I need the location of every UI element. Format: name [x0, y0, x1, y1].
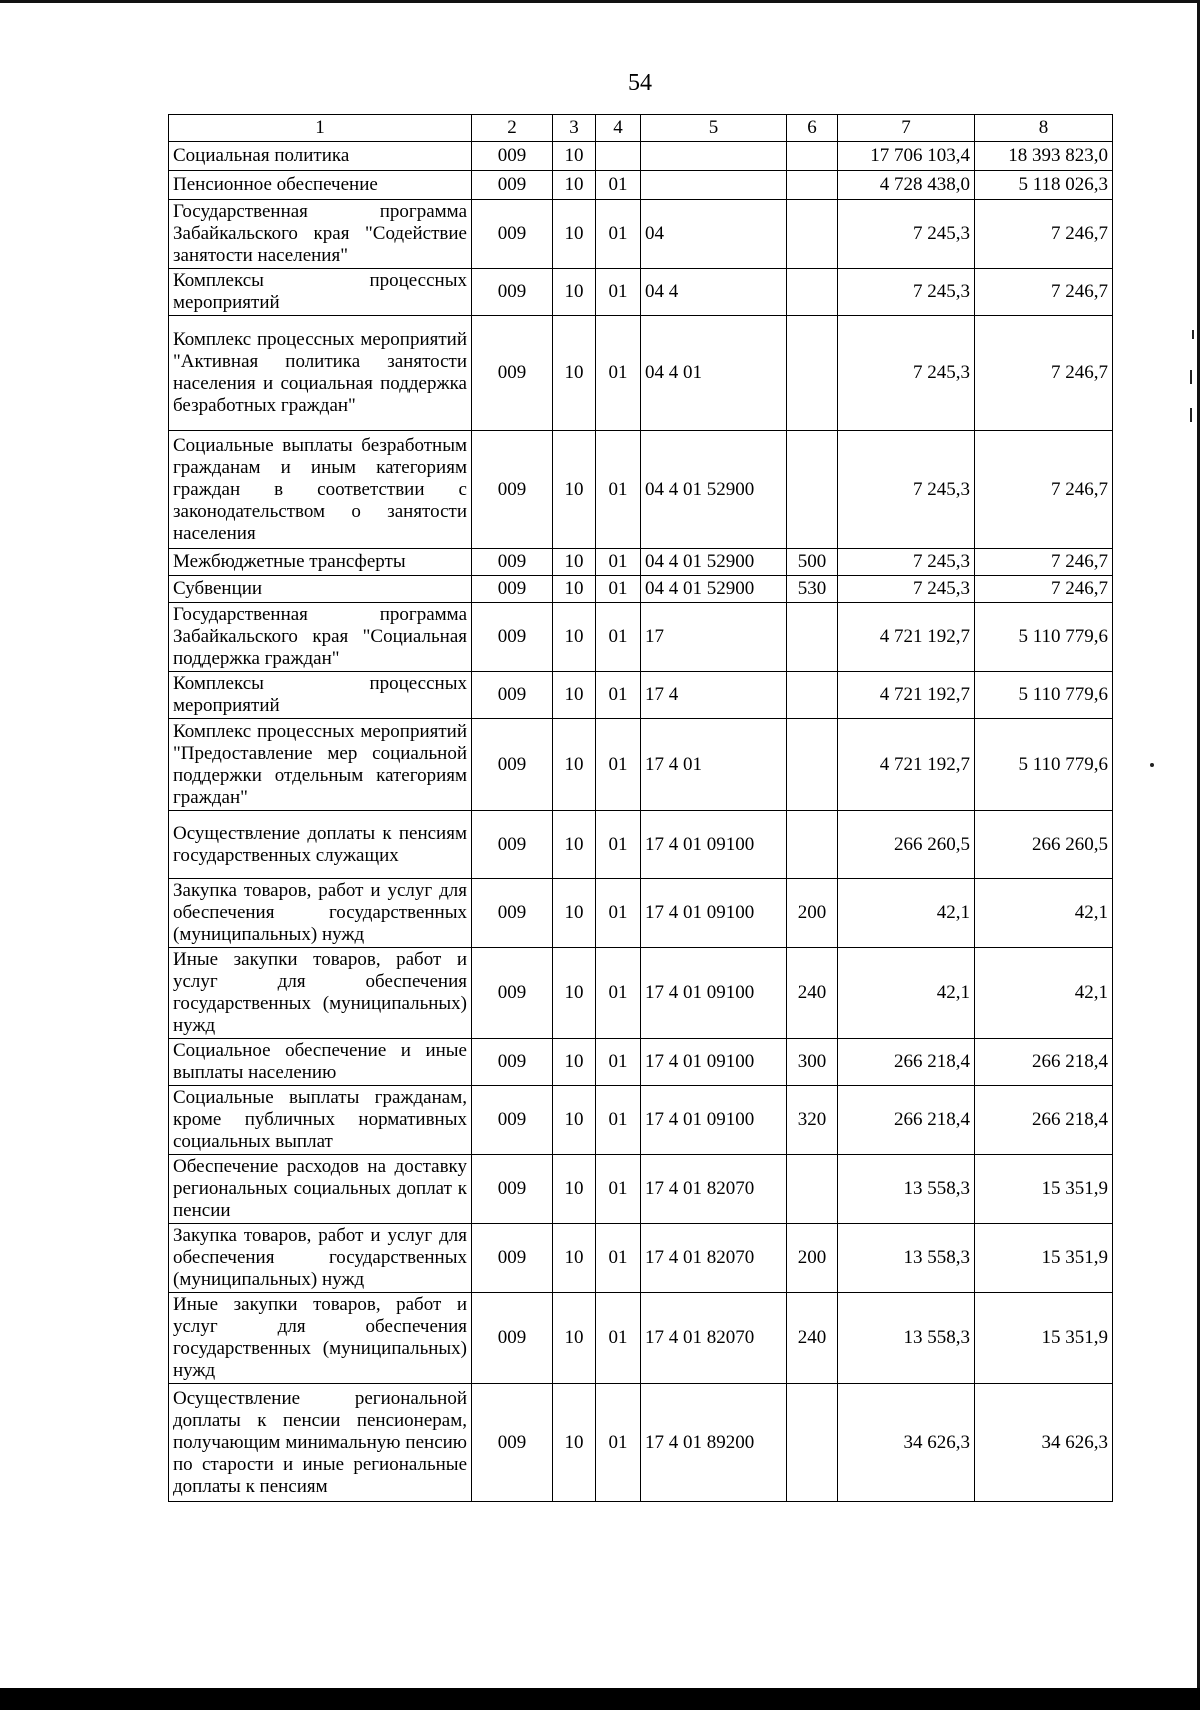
column-header: 3 — [553, 115, 596, 142]
table-row — [169, 200, 1113, 269]
expense-type-code: 300 — [787, 1039, 838, 1086]
table-row — [169, 1086, 1113, 1155]
subsection-code: 01 — [596, 431, 641, 549]
target-article-code: 17 4 01 82070 — [641, 1155, 787, 1224]
amount-year-1: 266 218,4 — [838, 1039, 975, 1086]
section-code: 10 — [553, 549, 596, 576]
row-name: Комплексы процессных мероприятий — [169, 672, 472, 719]
amount-year-2: 18 393 823,0 — [975, 142, 1113, 171]
amount-year-1: 4 721 192,7 — [838, 603, 975, 672]
target-article-code: 04 4 01 52900 — [641, 549, 787, 576]
section-code: 10 — [553, 431, 596, 549]
table-header-row — [169, 115, 1113, 142]
row-name: Субвенции — [169, 576, 472, 603]
table-row — [169, 1224, 1113, 1293]
amount-year-1: 7 245,3 — [838, 576, 975, 603]
subsection-code: 01 — [596, 1039, 641, 1086]
amount-year-2: 34 626,3 — [975, 1384, 1113, 1502]
table-row — [169, 269, 1113, 316]
section-code: 10 — [553, 1039, 596, 1086]
subsection-code: 01 — [596, 1155, 641, 1224]
expense-type-code: 240 — [787, 948, 838, 1039]
row-name: Социальные выплаты безработным гражданам и иным категориям граждан в соответствии с законодательством о занятости населения — [169, 431, 472, 549]
target-article-code: 17 4 01 09100 — [641, 1039, 787, 1086]
row-name: Осуществление региональной доплаты к пенсии пенсионерам, получающим минимальную пенсию по старости и иные региональные доплаты к пенсиям — [169, 1384, 472, 1502]
target-article-code: 04 4 — [641, 269, 787, 316]
ministry-code: 009 — [472, 269, 553, 316]
scan-speck — [1192, 330, 1194, 339]
subsection-code: 01 — [596, 171, 641, 200]
amount-year-2: 5 110 779,6 — [975, 719, 1113, 811]
ministry-code: 009 — [472, 171, 553, 200]
expense-type-code: 320 — [787, 1086, 838, 1155]
ministry-code: 009 — [472, 200, 553, 269]
table-row — [169, 948, 1113, 1039]
ministry-code: 009 — [472, 1224, 553, 1293]
expense-type-code — [787, 672, 838, 719]
subsection-code: 01 — [596, 1384, 641, 1502]
table-row — [169, 316, 1113, 431]
amount-year-2: 7 246,7 — [975, 316, 1113, 431]
expense-type-code — [787, 200, 838, 269]
row-name: Закупка товаров, работ и услуг для обеспечения государственных (муниципальных) нужд — [169, 879, 472, 948]
amount-year-2: 266 218,4 — [975, 1086, 1113, 1155]
subsection-code: 01 — [596, 719, 641, 811]
table-row — [169, 1155, 1113, 1224]
target-article-code: 04 — [641, 200, 787, 269]
amount-year-1: 42,1 — [838, 879, 975, 948]
subsection-code: 01 — [596, 879, 641, 948]
subsection-code: 01 — [596, 316, 641, 431]
amount-year-2: 266 218,4 — [975, 1039, 1113, 1086]
subsection-code: 01 — [596, 200, 641, 269]
table-row — [169, 431, 1113, 549]
table-row — [169, 811, 1113, 879]
ministry-code: 009 — [472, 1293, 553, 1384]
target-article-code: 17 4 01 09100 — [641, 811, 787, 879]
column-header: 1 — [169, 115, 472, 142]
amount-year-2: 266 260,5 — [975, 811, 1113, 879]
target-article-code: 17 4 01 09100 — [641, 1086, 787, 1155]
subsection-code: 01 — [596, 269, 641, 316]
ministry-code: 009 — [472, 719, 553, 811]
section-code: 10 — [553, 1293, 596, 1384]
section-code: 10 — [553, 171, 596, 200]
row-name: Комплекс процессных мероприятий "Активная политика занятости населения и социальная поддержка безработных граждан" — [169, 316, 472, 431]
ministry-code: 009 — [472, 576, 553, 603]
table-row — [169, 879, 1113, 948]
expense-type-code: 200 — [787, 1224, 838, 1293]
budget-table — [168, 114, 1113, 1502]
section-code: 10 — [553, 269, 596, 316]
amount-year-1: 7 245,3 — [838, 269, 975, 316]
target-article-code: 17 — [641, 603, 787, 672]
subsection-code: 01 — [596, 1086, 641, 1155]
amount-year-1: 7 245,3 — [838, 200, 975, 269]
subsection-code: 01 — [596, 549, 641, 576]
target-article-code: 04 4 01 — [641, 316, 787, 431]
subsection-code: 01 — [596, 672, 641, 719]
section-code: 10 — [553, 1155, 596, 1224]
target-article-code: 17 4 01 82070 — [641, 1224, 787, 1293]
section-code: 10 — [553, 948, 596, 1039]
ministry-code: 009 — [472, 948, 553, 1039]
column-header: 4 — [596, 115, 641, 142]
row-name: Закупка товаров, работ и услуг для обеспечения государственных (муниципальных) нужд — [169, 1224, 472, 1293]
section-code: 10 — [553, 603, 596, 672]
amount-year-1: 4 728 438,0 — [838, 171, 975, 200]
ministry-code: 009 — [472, 431, 553, 549]
amount-year-1: 4 721 192,7 — [838, 672, 975, 719]
ministry-code: 009 — [472, 879, 553, 948]
target-article-code: 04 4 01 52900 — [641, 431, 787, 549]
subsection-code: 01 — [596, 1293, 641, 1384]
scan-speck — [1150, 763, 1154, 767]
amount-year-2: 5 110 779,6 — [975, 603, 1113, 672]
scan-top-border — [0, 0, 1200, 3]
amount-year-1: 13 558,3 — [838, 1293, 975, 1384]
table-row — [169, 142, 1113, 171]
row-name: Иные закупки товаров, работ и услуг для обеспечения государственных (муниципальных) нужд — [169, 1293, 472, 1384]
amount-year-2: 7 246,7 — [975, 431, 1113, 549]
amount-year-1: 7 245,3 — [838, 549, 975, 576]
amount-year-1: 7 245,3 — [838, 316, 975, 431]
ministry-code: 009 — [472, 672, 553, 719]
expense-type-code: 530 — [787, 576, 838, 603]
section-code: 10 — [553, 719, 596, 811]
target-article-code: 17 4 — [641, 672, 787, 719]
amount-year-1: 266 260,5 — [838, 811, 975, 879]
amount-year-2: 15 351,9 — [975, 1155, 1113, 1224]
target-article-code: 17 4 01 09100 — [641, 879, 787, 948]
target-article-code: 17 4 01 82070 — [641, 1293, 787, 1384]
column-header: 5 — [641, 115, 787, 142]
expense-type-code — [787, 1384, 838, 1502]
amount-year-2: 15 351,9 — [975, 1293, 1113, 1384]
amount-year-2: 15 351,9 — [975, 1224, 1113, 1293]
ministry-code: 009 — [472, 811, 553, 879]
expense-type-code: 500 — [787, 549, 838, 576]
amount-year-2: 7 246,7 — [975, 549, 1113, 576]
subsection-code — [596, 142, 641, 171]
table-row — [169, 603, 1113, 672]
expense-type-code — [787, 603, 838, 672]
table-row — [169, 1384, 1113, 1502]
row-name: Государственная программа Забайкальского края "Социальная поддержка граждан" — [169, 603, 472, 672]
row-name: Государственная программа Забайкальского края "Содействие занятости населения" — [169, 200, 472, 269]
expense-type-code — [787, 269, 838, 316]
expense-type-code — [787, 811, 838, 879]
expense-type-code — [787, 171, 838, 200]
expense-type-code: 200 — [787, 879, 838, 948]
table-row — [169, 1293, 1113, 1384]
row-name: Социальная политика — [169, 142, 472, 171]
row-name: Комплексы процессных мероприятий — [169, 269, 472, 316]
target-article-code: 04 4 01 52900 — [641, 576, 787, 603]
section-code: 10 — [553, 576, 596, 603]
page-number: 54 — [628, 70, 652, 96]
expense-type-code — [787, 316, 838, 431]
ministry-code: 009 — [472, 1086, 553, 1155]
scan-speck — [1190, 370, 1192, 384]
expense-type-code — [787, 142, 838, 171]
section-code: 10 — [553, 200, 596, 269]
table-row — [169, 171, 1113, 200]
target-article-code: 17 4 01 — [641, 719, 787, 811]
section-code: 10 — [553, 1086, 596, 1155]
target-article-code: 17 4 01 09100 — [641, 948, 787, 1039]
expense-type-code: 240 — [787, 1293, 838, 1384]
row-name: Иные закупки товаров, работ и услуг для обеспечения государственных (муниципальных) нужд — [169, 948, 472, 1039]
amount-year-2: 5 110 779,6 — [975, 672, 1113, 719]
table-row — [169, 719, 1113, 811]
column-header: 6 — [787, 115, 838, 142]
row-name: Осуществление доплаты к пенсиям государственных служащих — [169, 811, 472, 879]
table-row — [169, 672, 1113, 719]
amount-year-1: 13 558,3 — [838, 1155, 975, 1224]
section-code: 10 — [553, 1384, 596, 1502]
column-header: 7 — [838, 115, 975, 142]
expense-type-code — [787, 431, 838, 549]
ministry-code: 009 — [472, 316, 553, 431]
column-header: 2 — [472, 115, 553, 142]
ministry-code: 009 — [472, 142, 553, 171]
row-name: Комплекс процессных мероприятий "Предоставление мер социальной поддержки отдельным категориям граждан" — [169, 719, 472, 811]
section-code: 10 — [553, 142, 596, 171]
amount-year-2: 7 246,7 — [975, 576, 1113, 603]
subsection-code: 01 — [596, 603, 641, 672]
section-code: 10 — [553, 672, 596, 719]
amount-year-2: 7 246,7 — [975, 269, 1113, 316]
amount-year-1: 7 245,3 — [838, 431, 975, 549]
expense-type-code — [787, 1155, 838, 1224]
target-article-code: 17 4 01 89200 — [641, 1384, 787, 1502]
row-name: Социальные выплаты гражданам, кроме публичных нормативных социальных выплат — [169, 1086, 472, 1155]
table-row — [169, 1039, 1113, 1086]
amount-year-1: 17 706 103,4 — [838, 142, 975, 171]
scan-bottom-border — [0, 1688, 1200, 1710]
amount-year-1: 13 558,3 — [838, 1224, 975, 1293]
amount-year-1: 42,1 — [838, 948, 975, 1039]
row-name: Обеспечение расходов на доставку региональных социальных доплат к пенсии — [169, 1155, 472, 1224]
column-header: 8 — [975, 115, 1113, 142]
ministry-code: 009 — [472, 549, 553, 576]
section-code: 10 — [553, 316, 596, 431]
expense-type-code — [787, 719, 838, 811]
row-name: Пенсионное обеспечение — [169, 171, 472, 200]
amount-year-1: 4 721 192,7 — [838, 719, 975, 811]
subsection-code: 01 — [596, 948, 641, 1039]
target-article-code — [641, 142, 787, 171]
amount-year-2: 42,1 — [975, 948, 1113, 1039]
section-code: 10 — [553, 879, 596, 948]
subsection-code: 01 — [596, 576, 641, 603]
ministry-code: 009 — [472, 1155, 553, 1224]
row-name: Межбюджетные трансферты — [169, 549, 472, 576]
target-article-code — [641, 171, 787, 200]
section-code: 10 — [553, 811, 596, 879]
section-code: 10 — [553, 1224, 596, 1293]
amount-year-1: 34 626,3 — [838, 1384, 975, 1502]
ministry-code: 009 — [472, 1039, 553, 1086]
table-row — [169, 576, 1113, 603]
table-row — [169, 549, 1113, 576]
amount-year-1: 266 218,4 — [838, 1086, 975, 1155]
subsection-code: 01 — [596, 811, 641, 879]
ministry-code: 009 — [472, 603, 553, 672]
amount-year-2: 7 246,7 — [975, 200, 1113, 269]
scan-speck — [1190, 408, 1192, 422]
ministry-code: 009 — [472, 1384, 553, 1502]
amount-year-2: 5 118 026,3 — [975, 171, 1113, 200]
row-name: Социальное обеспечение и иные выплаты населению — [169, 1039, 472, 1086]
subsection-code: 01 — [596, 1224, 641, 1293]
amount-year-2: 42,1 — [975, 879, 1113, 948]
